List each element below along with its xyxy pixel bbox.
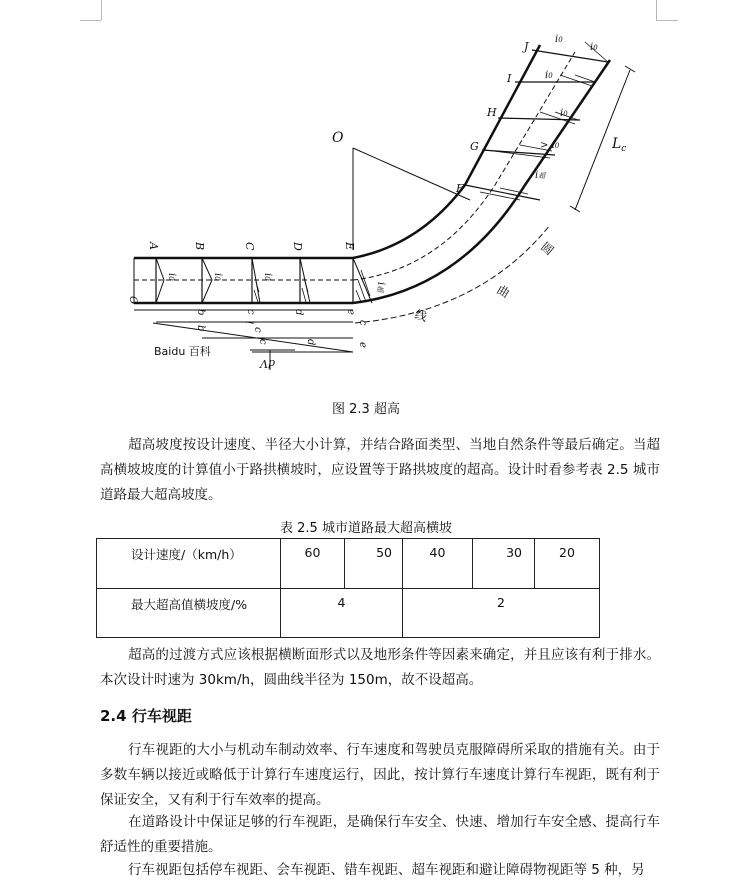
figure-slope-i0-3: i0 <box>262 273 273 281</box>
figure-letter-e: E <box>343 242 356 251</box>
section-heading <box>100 705 192 726</box>
figure-lower-lc: c <box>252 327 263 333</box>
figure-letter-h: H <box>487 106 497 119</box>
paragraph-4-text: 在道路设计中保证足够的行车视距，是确保行车安全、快速、增加行车安全感、提高行车舒适性的重要措施。 <box>100 814 660 855</box>
figure-origin-label: O <box>332 130 344 146</box>
paragraph-2-text: 超高的过渡方式应该根据横断面形式以及地形条件等因素来确定，并且应该有利于排水。本次设计时速为 30km/h，圆曲线半径为 150m，故不设超高。 <box>100 647 660 688</box>
figure-letter-j: J <box>524 40 529 53</box>
table-cell-speed-30: 30 <box>473 539 535 589</box>
figure-slope-isuper: i超 <box>535 170 546 181</box>
figure-slope-greater: > i0 <box>540 140 560 151</box>
table-cell-speed-40: 40 <box>403 539 473 589</box>
figure-lc-label: $L_c$ <box>612 136 627 154</box>
figure-lower-c2: c <box>257 339 268 345</box>
figure-lower-b: b <box>195 309 206 316</box>
table-row <box>97 539 600 589</box>
figure-lower-l: l <box>243 321 254 325</box>
table-title: 表 2.5 城市道路最大超高横坡 <box>280 521 452 536</box>
figure-slope-i0-2: i0 <box>212 273 223 281</box>
figure-lower-o: O <box>127 296 138 305</box>
paragraph-3 <box>100 738 660 813</box>
section-number: 2.4 <box>100 707 127 725</box>
figure-slope-i0-4: i0 <box>555 34 563 45</box>
figure-letter-i: I <box>507 72 512 85</box>
figure-lower-c: c <box>245 309 256 315</box>
section-title: 行车视距 <box>131 707 192 725</box>
figure-letter-g: G <box>470 140 479 153</box>
table-cell-speed-60: 60 <box>281 539 345 589</box>
figure-curve-char-2: 曲 <box>494 282 512 301</box>
figure-caption: 图 2.3 超高 <box>332 402 400 417</box>
figure-letter-a: A <box>147 242 160 250</box>
crop-mark-left <box>101 0 102 20</box>
crop-mark-left-h <box>80 20 101 21</box>
figure-lower-d2: d <box>305 339 316 346</box>
figure-letter-d: D <box>291 242 304 251</box>
paragraph-4 <box>100 810 660 860</box>
figure-lower-d: d <box>293 309 304 316</box>
table-cell-speed-50: 50 <box>345 539 403 589</box>
figure-lower-c3: c <box>357 320 368 326</box>
superelevation-figure <box>120 20 640 380</box>
figure-slope-i0-5: i0 <box>590 42 598 53</box>
table-row <box>97 589 600 638</box>
crop-mark-right-h <box>656 20 678 21</box>
figure-watermark: Baidu 百科 <box>154 345 211 358</box>
figure-letter-f: F <box>456 182 464 195</box>
figure-dv-label: dV <box>260 357 275 370</box>
table-cell-slope-4: 4 <box>281 589 403 638</box>
crop-mark-right <box>656 0 657 20</box>
table-cell-slope-2: 2 <box>403 589 600 638</box>
figure-letter-b: B <box>193 242 206 251</box>
paragraph-5-text: 行车视距包括停车视距、会车视距、错车视距、超车视距和避让障碍物视距等 5 种，另 <box>128 862 645 878</box>
max-superelevation-table <box>96 538 600 638</box>
paragraph-1-text: 超高坡度按设计速度、半径大小计算，并结合路面类型、当地自然条件等最后确定。当超高横坡坡度的计算值小于路拱横坡时，应设置等于路拱坡度的超高。设计时看参考表 2.5 城市道路最大超高坡度。 <box>100 437 660 503</box>
figure-lower-e: e <box>345 309 356 315</box>
paragraph-3-text: 行车视距的大小与机动车制动效率、行车速度和驾驶员克服障碍所采取的措施有关。由于多数车辆以接近或略低于计算行车速度运行，因此，按计算行车速度计算行车视距，既有利于保证安全，又有利于行车效率的提高。 <box>100 742 660 808</box>
figure-slope-i0-7: i0 <box>560 108 568 119</box>
paragraph-2 <box>100 643 660 693</box>
figure-slope-i0-6: i0 <box>545 70 553 81</box>
figure-lower-b2: b <box>195 325 206 332</box>
figure-lower-e2: e <box>357 342 368 348</box>
paragraph-5 <box>100 858 660 883</box>
figure-letter-c: C <box>243 242 256 251</box>
table-cell-speed-label: 设计速度/（km/h） <box>97 539 281 589</box>
figure-slope-isuper-2: i超 <box>375 282 386 293</box>
table-cell-slope-label: 最大超高值横坡度/% <box>97 589 281 638</box>
table-cell-speed-20: 20 <box>535 539 600 589</box>
figure-curve-char-3: 线 <box>413 307 429 325</box>
paragraph-1 <box>100 433 660 508</box>
figure-slope-i0-1: i0 <box>166 273 177 281</box>
figure-curve-char-1: 圆 <box>538 239 557 259</box>
